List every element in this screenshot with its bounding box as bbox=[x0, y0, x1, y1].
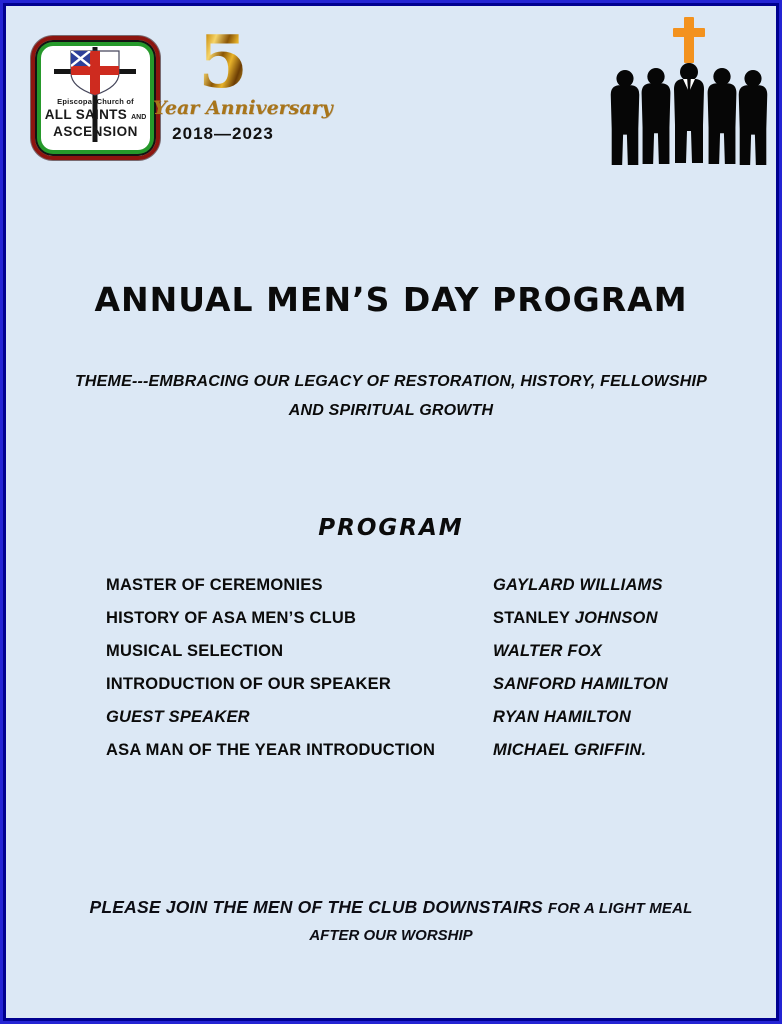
men-silhouettes-graphic bbox=[603, 13, 768, 165]
invitation-line-1: PLEASE JOIN THE MEN OF THE CLUB DOWNSTAIRS FOR A LIGHT MEAL bbox=[89, 897, 693, 917]
program-row bbox=[106, 668, 726, 701]
program-name: GAYLARD WILLIAMS bbox=[493, 576, 663, 594]
program-row bbox=[106, 701, 726, 734]
anniversary-years: 2018—2023 bbox=[172, 124, 274, 143]
logo-ascension: ASCENSION bbox=[53, 124, 138, 139]
invitation-text bbox=[3, 897, 779, 944]
page-title: ANNUAL MEN’S DAY PROGRAM bbox=[94, 280, 688, 319]
program-role: INTRODUCTION OF OUR SPEAKER bbox=[106, 675, 391, 693]
program-name: MICHAEL GRIFFIN. bbox=[493, 741, 647, 759]
program-row bbox=[106, 602, 726, 635]
orange-cross-icon bbox=[673, 17, 705, 63]
program-row bbox=[106, 635, 726, 668]
program-role: MUSICAL SELECTION bbox=[106, 642, 284, 660]
anniversary-numeral: 5 bbox=[197, 19, 249, 104]
logo-all-saints: ALL SAINTS AND bbox=[44, 107, 147, 122]
program-role: HISTORY OF ASA MEN’S CLUB bbox=[106, 609, 357, 627]
program-name: SANFORD HAMILTON bbox=[493, 675, 668, 693]
anniversary-badge bbox=[153, 19, 333, 144]
theme-line-2: AND SPIRITUAL GROWTH bbox=[288, 402, 494, 419]
program-role: ASA MAN OF THE YEAR INTRODUCTION bbox=[106, 741, 436, 759]
program-heading: PROGRAM bbox=[318, 515, 464, 541]
program-name: WALTER FOX bbox=[493, 642, 602, 660]
theme-line-1: THEME---EMBRACING OUR LEGACY OF RESTORATION, HISTORY, FELLOWSHIP bbox=[74, 373, 708, 390]
program-name: RYAN HAMILTON bbox=[493, 708, 631, 726]
program-row bbox=[106, 734, 726, 767]
logo-church-of: Episcopal Church of bbox=[57, 97, 134, 106]
anniversary-label: Year Anniversary bbox=[153, 97, 333, 119]
program-role: GUEST SPEAKER bbox=[106, 708, 250, 726]
program-name: STANLEY JOHNSON bbox=[493, 609, 658, 627]
men-silhouettes-icon bbox=[611, 63, 768, 165]
invitation-line-2: AFTER OUR WORSHIP bbox=[309, 927, 473, 944]
program-row bbox=[106, 569, 726, 602]
theme-statement bbox=[33, 367, 749, 425]
program-list bbox=[106, 569, 726, 767]
church-logo bbox=[31, 36, 160, 160]
program-role: MASTER OF CEREMONIES bbox=[106, 576, 323, 594]
